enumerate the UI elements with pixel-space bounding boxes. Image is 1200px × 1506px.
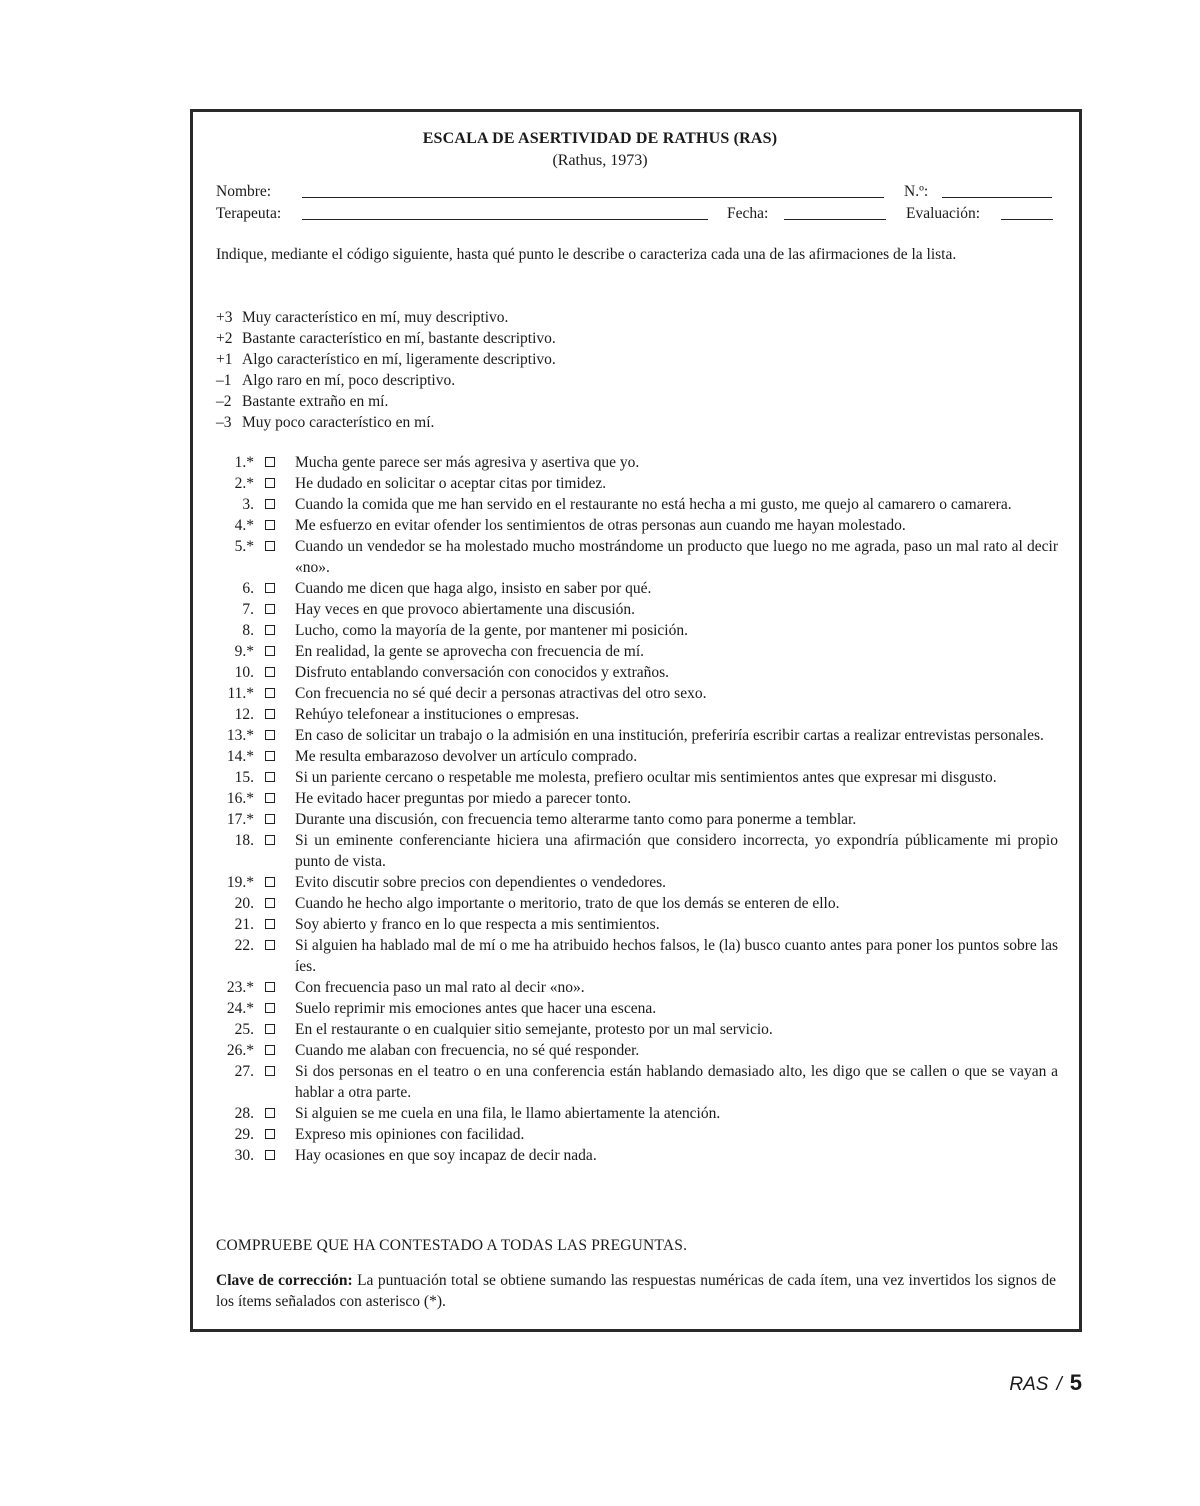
code-row xyxy=(216,412,556,433)
footer-code: RAS xyxy=(1009,1374,1049,1395)
list-item xyxy=(216,599,1058,620)
code-row xyxy=(216,349,556,370)
item-text: Mucha gente parece ser más agresiva y asertiva que yo. xyxy=(295,454,640,471)
list-item xyxy=(216,893,1058,914)
answer-checkbox[interactable] xyxy=(265,982,275,992)
item-number: 22. xyxy=(234,937,254,954)
code-row xyxy=(216,328,556,349)
item-number: 10. xyxy=(234,664,254,681)
item-number: 19.* xyxy=(226,874,254,891)
item-number: 26.* xyxy=(226,1042,254,1059)
therapist-field[interactable] xyxy=(302,205,708,220)
item-number: 6. xyxy=(242,580,254,597)
item-number: 30. xyxy=(234,1147,254,1164)
item-text: Si dos personas en el teatro o en una conferencia están hablando demasiado alto, les digo que se callen o que se vayan a hablar a otra parte. xyxy=(295,1063,1058,1101)
item-text: Con frecuencia no sé qué decir a personas atractivas del otro sexo. xyxy=(295,685,707,702)
item-text: En el restaurante o en cualquier sitio semejante, protesto por un mal servicio. xyxy=(295,1021,773,1038)
item-text: En realidad, la gente se aprovecha con frecuencia de mí. xyxy=(295,643,644,660)
item-number: 5.* xyxy=(234,538,254,555)
item-text: Suelo reprimir mis emociones antes que hacer una escena. xyxy=(295,1000,657,1017)
code-description: Muy poco característico en mí. xyxy=(242,414,435,431)
answer-checkbox[interactable] xyxy=(265,478,275,488)
list-item xyxy=(216,830,1058,872)
item-text: Me esfuerzo en evitar ofender los sentimientos de otras personas aun cuando me hayan molestado. xyxy=(295,517,906,534)
item-number: 18. xyxy=(234,832,254,849)
item-number: 1.* xyxy=(234,454,254,471)
answer-checkbox[interactable] xyxy=(265,604,275,614)
item-number: 13.* xyxy=(226,727,254,744)
list-item xyxy=(216,641,1058,662)
footer-separator: / xyxy=(1056,1374,1062,1395)
answer-checkbox[interactable] xyxy=(265,919,275,929)
item-text: Me resulta embarazoso devolver un artículo comprado. xyxy=(295,748,638,765)
item-text: Cuando la comida que me han servido en el restaurante no está hecha a mi gusto, me quejo al camarero o camarera. xyxy=(295,496,1012,513)
item-text: En caso de solicitar un trabajo o la admisión en una institución, preferiría escribir cartas a realizar entrevistas personales. xyxy=(295,727,1044,744)
item-number: 7. xyxy=(242,601,254,618)
item-text: Expreso mis opiniones con facilidad. xyxy=(295,1126,525,1143)
list-item xyxy=(216,578,1058,599)
item-number: 28. xyxy=(234,1105,254,1122)
item-number: 15. xyxy=(234,769,254,786)
list-item xyxy=(216,746,1058,767)
item-text: Cuando un vendedor se ha molestado mucho mostrándome un producto que luego no me agrada, paso un mal rato al decir «no». xyxy=(295,538,1058,576)
item-number: 20. xyxy=(234,895,254,912)
item-number: 4.* xyxy=(234,517,254,534)
code-row xyxy=(216,391,556,412)
list-item xyxy=(216,935,1058,977)
scoring-key xyxy=(216,1270,1056,1312)
item-text: Cuando he hecho algo importante o meritorio, trato de que los demás se enteren de ello. xyxy=(295,895,840,912)
item-number: 16.* xyxy=(226,790,254,807)
list-item xyxy=(216,998,1058,1019)
list-item xyxy=(216,704,1058,725)
scoring-key-label: Clave de corrección: xyxy=(216,1272,353,1289)
item-text: Rehúyo telefonear a instituciones o empresas. xyxy=(295,706,580,723)
code-value: –1 xyxy=(216,372,232,389)
answer-checkbox[interactable] xyxy=(265,898,275,908)
item-number: 29. xyxy=(234,1126,254,1143)
code-description: Algo raro en mí, poco descriptivo. xyxy=(242,372,456,389)
list-item xyxy=(216,536,1058,578)
code-row xyxy=(216,370,556,391)
answer-checkbox[interactable] xyxy=(265,499,275,509)
item-text: He evitado hacer preguntas por miedo a parecer tonto. xyxy=(295,790,632,807)
answer-checkbox[interactable] xyxy=(265,814,275,824)
item-number: 2.* xyxy=(234,475,254,492)
item-text: Hay ocasiones en que soy incapaz de decir nada. xyxy=(295,1147,597,1164)
scoring-key-text: La puntuación total se obtiene sumando las respuestas numéricas de cada ítem, una vez invertidos los signos de los ítems señalados con asterisco (*). xyxy=(216,1272,1056,1310)
item-number: 8. xyxy=(242,622,254,639)
name-field[interactable] xyxy=(302,183,884,198)
answer-checkbox[interactable] xyxy=(265,625,275,635)
code-value: –3 xyxy=(216,414,232,431)
number-field[interactable] xyxy=(942,183,1052,198)
item-text: Hay veces en que provoco abiertamente una discusión. xyxy=(295,601,636,618)
date-label: Fecha: xyxy=(727,205,769,222)
answer-checkbox[interactable] xyxy=(265,1150,275,1160)
code-value: +2 xyxy=(216,330,233,347)
page-subtitle: (Rathus, 1973) xyxy=(552,152,648,169)
item-text: Soy abierto y franco en lo que respecta a mis sentimientos. xyxy=(295,916,660,933)
item-number: 11.* xyxy=(227,685,254,702)
item-text: Si un pariente cercano o respetable me molesta, prefiero ocultar mis sentimientos antes que expresar mi disgusto. xyxy=(295,769,997,786)
answer-checkbox[interactable] xyxy=(265,1066,275,1076)
code-value: +3 xyxy=(216,309,233,326)
item-text: Si alguien ha hablado mal de mí o me ha atribuido hechos falsos, le (la) busco cuanto antes para poner los puntos sobre las íes. xyxy=(295,937,1058,975)
page-number: 5 xyxy=(1069,1370,1082,1395)
answer-checkbox[interactable] xyxy=(265,751,275,761)
list-item xyxy=(216,914,1058,935)
answer-checkbox[interactable] xyxy=(265,730,275,740)
answer-checkbox[interactable] xyxy=(265,1024,275,1034)
answer-checkbox[interactable] xyxy=(265,877,275,887)
item-text: Cuando me dicen que haga algo, insisto en saber por qué. xyxy=(295,580,652,597)
answer-checkbox[interactable] xyxy=(265,835,275,845)
item-text: Evito discutir sobre precios con dependientes o vendedores. xyxy=(295,874,667,891)
list-item xyxy=(216,452,1058,473)
answer-checkbox[interactable] xyxy=(265,541,275,551)
list-item xyxy=(216,1145,1058,1166)
answer-checkbox[interactable] xyxy=(265,457,275,467)
item-number: 12. xyxy=(234,706,254,723)
list-item xyxy=(216,872,1058,893)
answer-checkbox[interactable] xyxy=(265,667,275,677)
item-text: Cuando me alaban con frecuencia, no sé qué responder. xyxy=(295,1042,640,1059)
evaluation-field[interactable] xyxy=(1001,205,1053,220)
list-item xyxy=(216,494,1058,515)
answer-checkbox[interactable] xyxy=(265,583,275,593)
item-number: 23.* xyxy=(226,979,254,996)
list-item xyxy=(216,473,1058,494)
answer-checkbox[interactable] xyxy=(265,688,275,698)
list-item xyxy=(216,515,1058,536)
item-text: Durante una discusión, con frecuencia temo alterarme tanto como para ponerme a temblar. xyxy=(295,811,857,828)
name-label: Nombre: xyxy=(216,183,272,200)
answer-checkbox[interactable] xyxy=(265,1129,275,1139)
list-item xyxy=(216,1040,1058,1061)
code-row xyxy=(216,307,556,328)
item-text: He dudado en solicitar o aceptar citas por timidez. xyxy=(295,475,607,492)
answer-checkbox[interactable] xyxy=(265,520,275,530)
code-value: +1 xyxy=(216,351,233,368)
list-item xyxy=(216,1019,1058,1040)
item-number: 17.* xyxy=(226,811,254,828)
item-number: 24.* xyxy=(226,1000,254,1017)
page-footer xyxy=(1009,1370,1082,1396)
answer-checkbox[interactable] xyxy=(265,646,275,656)
code-description: Muy característico en mí, muy descriptivo. xyxy=(242,309,509,326)
item-text: Disfruto entablando conversación con conocidos y extraños. xyxy=(295,664,670,681)
code-description: Bastante extraño en mí. xyxy=(242,393,389,410)
evaluation-label: Evaluación: xyxy=(906,205,981,222)
item-number: 9.* xyxy=(234,643,254,660)
list-item xyxy=(216,620,1058,641)
item-number: 27. xyxy=(234,1063,254,1080)
item-number: 3. xyxy=(242,496,254,513)
answer-checkbox[interactable] xyxy=(265,1003,275,1013)
instructions: Indique, mediante el código siguiente, hasta qué punto le describe o caracteriza cada una de las afirmaciones de la lista. xyxy=(216,246,957,263)
check-notice: COMPRUEBE QUE HA CONTESTADO A TODAS LAS PREGUNTAS. xyxy=(216,1237,688,1254)
list-item xyxy=(216,767,1058,788)
item-text: Si alguien se me cuela en una fila, le llamo abiertamente la atención. xyxy=(295,1105,721,1122)
item-number: 21. xyxy=(234,916,254,933)
item-number: 14.* xyxy=(226,748,254,765)
code-legend xyxy=(216,307,556,433)
item-list xyxy=(216,452,1058,1166)
list-item xyxy=(216,1103,1058,1124)
code-value: –2 xyxy=(216,393,232,410)
list-item xyxy=(216,662,1058,683)
therapist-label: Terapeuta: xyxy=(216,205,282,222)
answer-checkbox[interactable] xyxy=(265,1108,275,1118)
list-item xyxy=(216,683,1058,704)
answer-checkbox[interactable] xyxy=(265,709,275,719)
list-item xyxy=(216,809,1058,830)
list-item xyxy=(216,1124,1058,1145)
answer-checkbox[interactable] xyxy=(265,772,275,782)
number-label: N.º: xyxy=(904,183,929,200)
answer-checkbox[interactable] xyxy=(265,793,275,803)
date-field[interactable] xyxy=(784,205,886,220)
code-description: Bastante característico en mí, bastante descriptivo. xyxy=(242,330,556,347)
list-item xyxy=(216,788,1058,809)
list-item xyxy=(216,1061,1058,1103)
item-number: 25. xyxy=(234,1021,254,1038)
answer-checkbox[interactable] xyxy=(265,940,275,950)
list-item xyxy=(216,977,1058,998)
item-text: Lucho, como la mayoría de la gente, por mantener mi posición. xyxy=(295,622,688,639)
list-item xyxy=(216,725,1058,746)
item-text: Si un eminente conferenciante hiciera una afirmación que considero incorrecta, yo expondría públicamente mi propio punto de vista. xyxy=(295,832,1058,870)
item-text: Con frecuencia paso un mal rato al decir «no». xyxy=(295,979,585,996)
code-description: Algo característico en mí, ligeramente descriptivo. xyxy=(242,351,556,368)
page-title: ESCALA DE ASERTIVIDAD DE RATHUS (RAS) xyxy=(422,130,778,147)
answer-checkbox[interactable] xyxy=(265,1045,275,1055)
